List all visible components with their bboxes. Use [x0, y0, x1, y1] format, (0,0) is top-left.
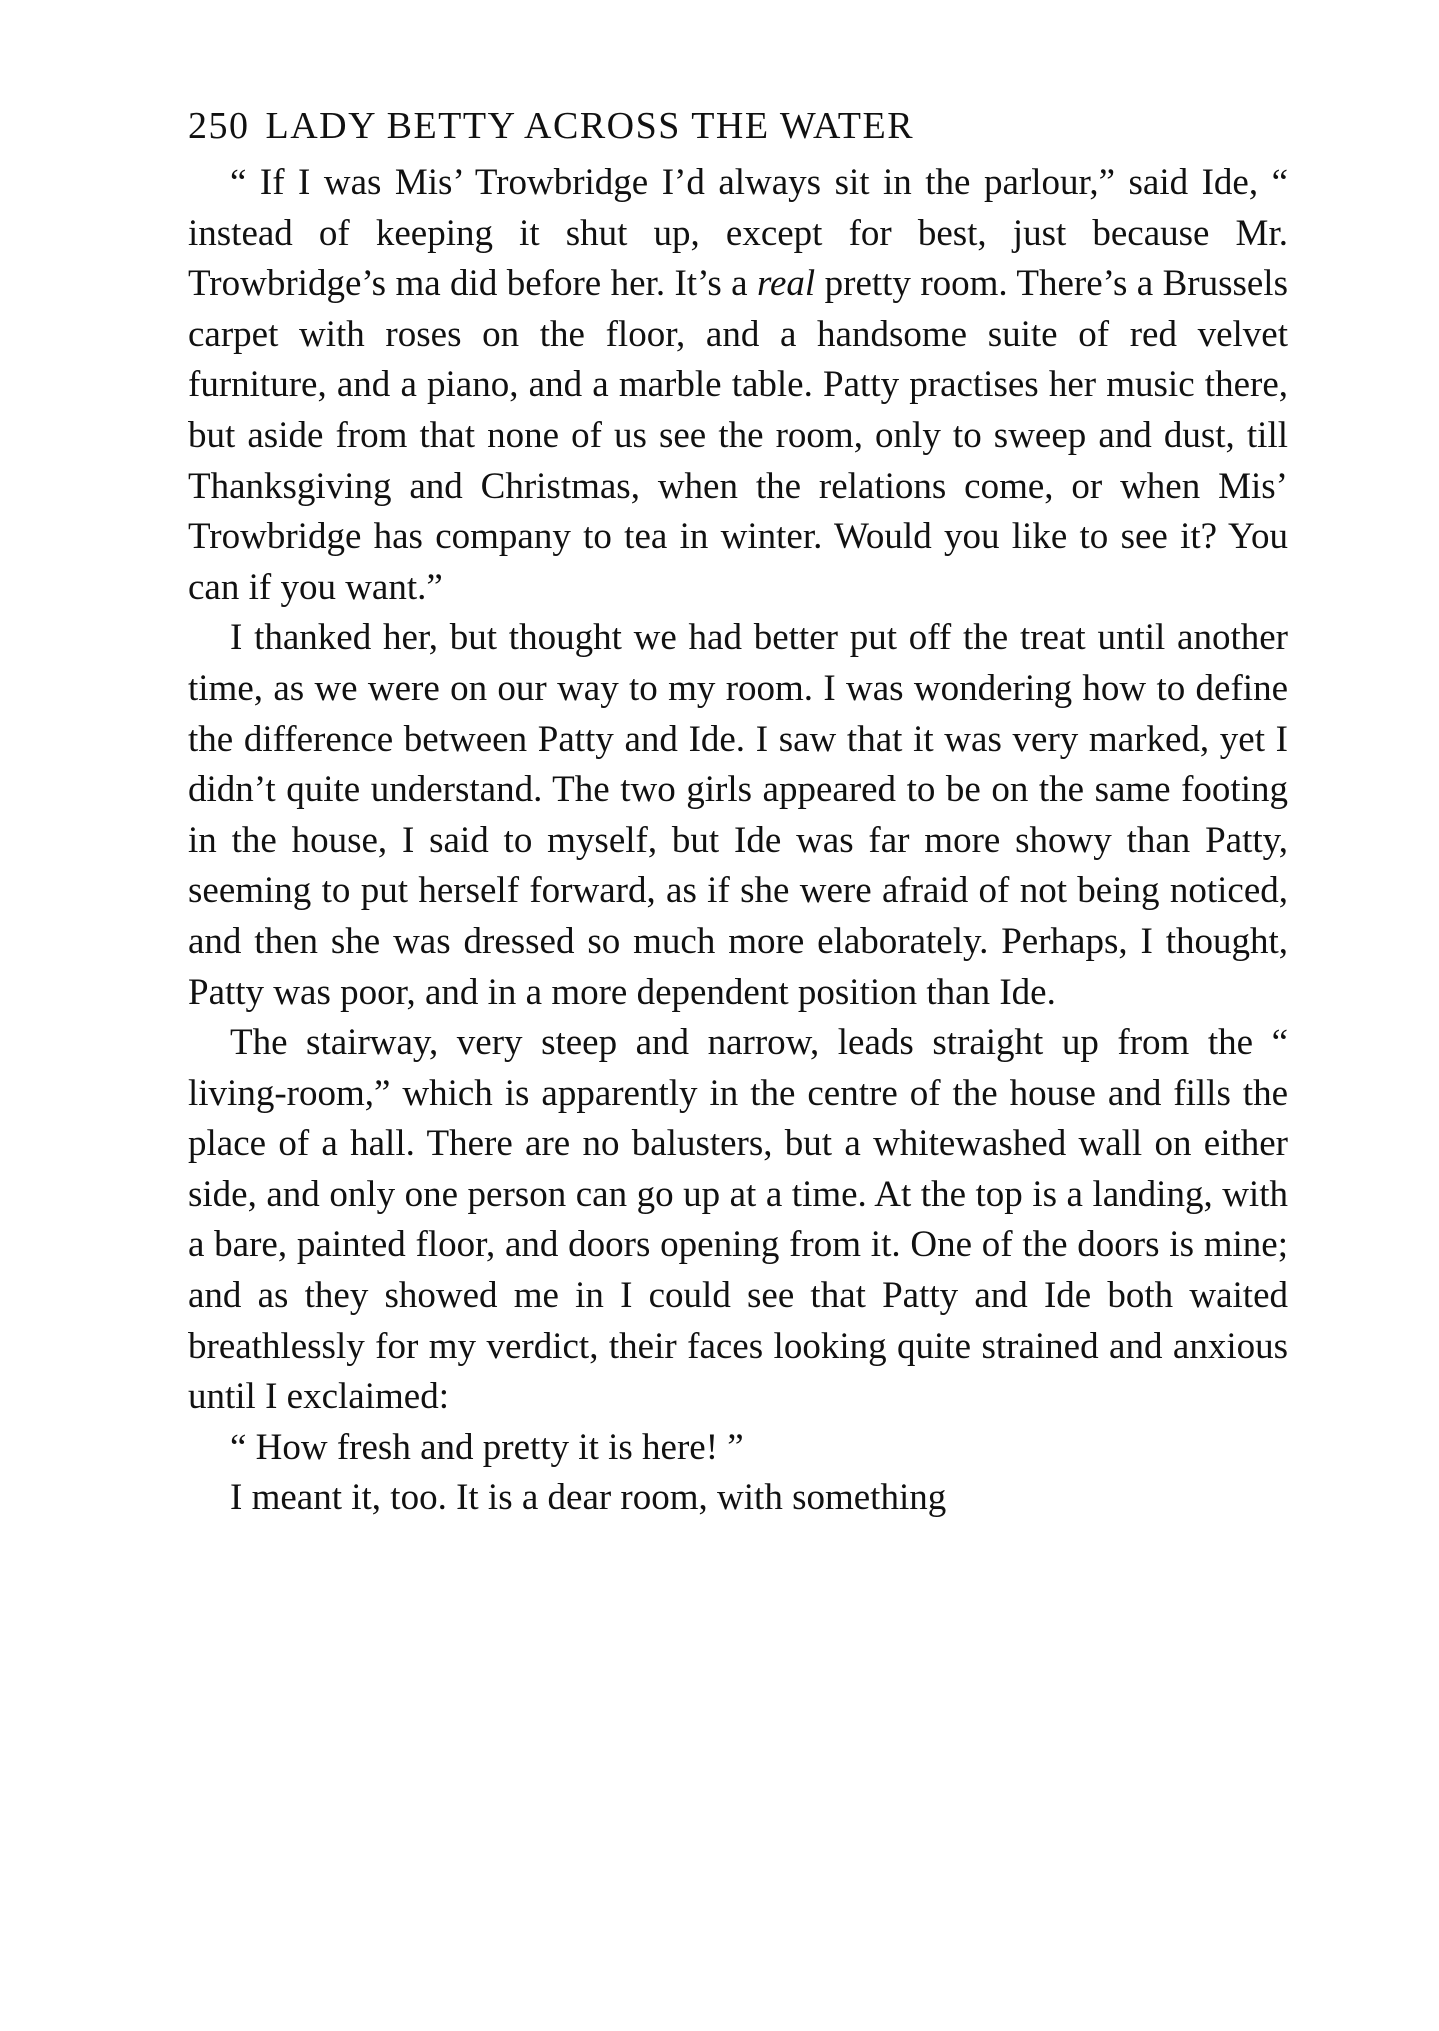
- emphasized-word: real: [756, 263, 816, 305]
- paragraph-text: “ If I was Mis’ Trowbridge I’d always sit in the parlour,” said Ide, “ instead of keeping it shut up, except for best, just because Mr. Trowbridge’s ma did before her. It’s a: [188, 162, 1288, 305]
- paragraph-exclamation: “ How fresh and pretty it is here! ”: [230, 1426, 744, 1468]
- page-number: 250: [188, 105, 250, 147]
- paragraph-parlour: [188, 158, 1288, 613]
- paragraph-dear-room: I meant it, too. It is a dear room, with something: [230, 1477, 947, 1519]
- paragraph-text: pretty room. There’s a Brussels carpet with roses on the floor, and a handsome suite of red velvet furniture, and a piano, and a marble table. Patty practises her music there, but aside from that none of us see the room, only to sweep and dust, till Thanksgiving and Christmas, when the relations come, or when Mis’ Trowbridge has company to tea in winter. Would you like to see it? You can if you want.”: [188, 263, 1288, 608]
- book-page: [188, 100, 1288, 1524]
- running-title: LADY BETTY ACROSS THE WATER: [265, 105, 915, 147]
- running-head: [188, 100, 1288, 152]
- paragraph-stairway: The stairway, very steep and narrow, leads straight up from the “ living-room,” which is apparently in the centre of the house and fills the place of a hall. There are no balusters, but a whitewashed wall on either side, and only one person can go up at a time. At the top is a landing, with a bare, painted floor, and doors opening from it. One of the doors is mine; and as they showed me in I could see that Patty and Ide both waited breathlessly for my verdict, their faces looking quite strained and anxious until I exclaimed:: [188, 1022, 1288, 1418]
- paragraph-patty-and-ide: I thanked her, but thought we had better put off the treat until another time, as we were on our way to my room. I was wondering how to define the difference between Patty and Ide. I saw that it was very marked, yet I didn’t quite understand. The two girls appeared to be on the same footing in the house, I said to myself, but Ide was far more showy than Patty, seeming to put herself forward, as if she were afraid of not being noticed, and then she was dressed so much more elaborately. Perhaps, I thought, Patty was poor, and in a more dependent position than Ide.: [188, 617, 1288, 1013]
